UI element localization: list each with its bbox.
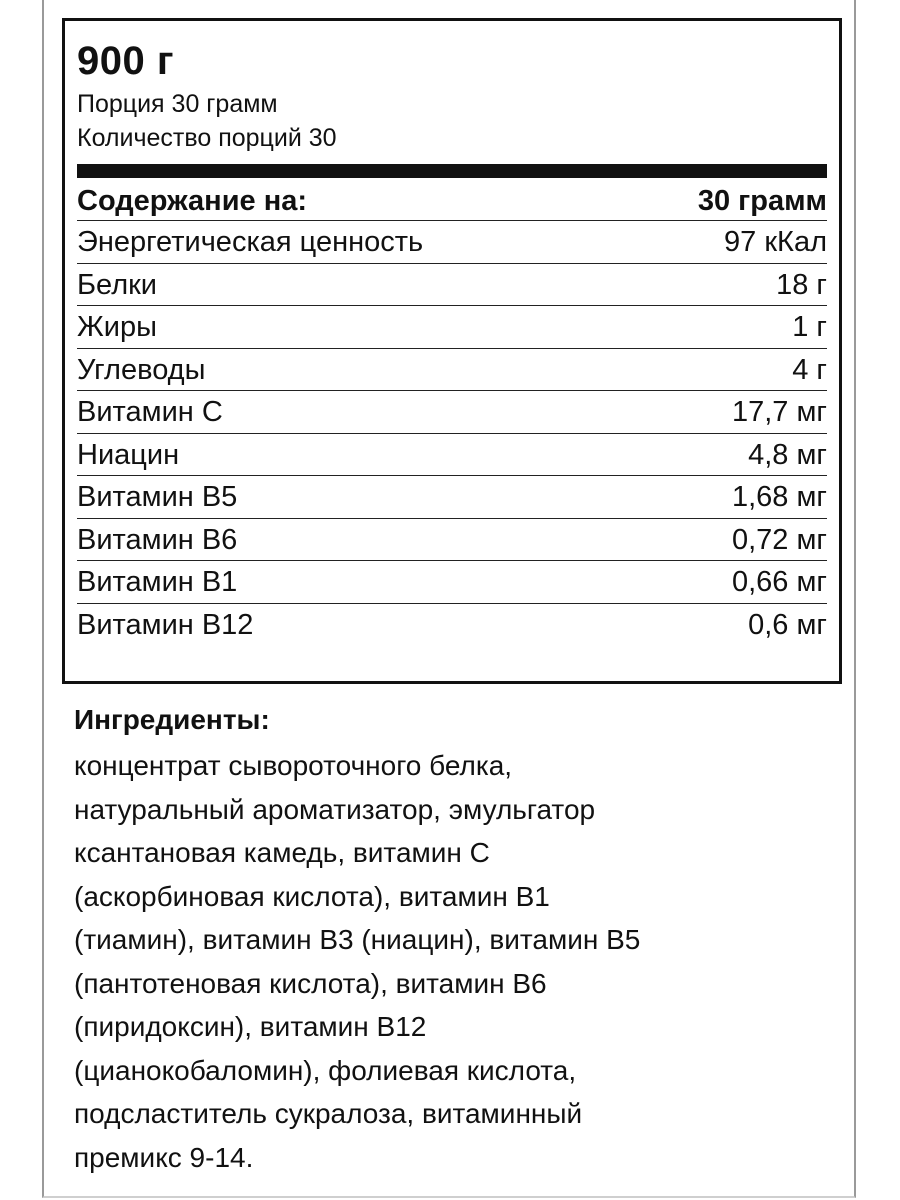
table-row	[77, 433, 827, 476]
ingredients-section	[74, 700, 834, 1179]
nutrient-value: 97 кКал	[724, 226, 827, 258]
table-row	[77, 220, 827, 263]
nutrient-label: Витамин В5	[77, 481, 238, 513]
servings-count: Количество порций 30	[77, 124, 337, 152]
nutrient-label: Белки	[77, 268, 158, 301]
table-row	[77, 560, 827, 603]
nutrient-value: 4 г	[792, 353, 827, 386]
serving-size: Порция 30 грамм	[77, 90, 278, 118]
nutrient-value: 17,7 мг	[731, 396, 827, 428]
nutrient-label: Витамин С	[77, 396, 223, 428]
ingredients-line: натуральный ароматизатор, эмульгатор	[74, 793, 596, 825]
nutrient-value: 1,68 мг	[731, 481, 827, 513]
nutrient-label: Витамин В6	[77, 523, 238, 556]
table-row	[77, 518, 827, 561]
nutrient-value: 0,66 мг	[731, 566, 827, 598]
ingredients-line: (пантотеновая кислота), витамин В6	[74, 967, 547, 999]
table-row	[77, 263, 827, 306]
nutrient-label: Жиры	[77, 311, 157, 343]
ingredients-title: Ингредиенты:	[74, 704, 270, 735]
ingredients-line: (цианокобаломин), фолиевая кислота,	[74, 1054, 577, 1086]
thick-divider	[77, 164, 827, 178]
nutrient-value: 18 г	[776, 268, 827, 301]
table-row	[77, 390, 827, 433]
nutrient-label: Ниацин	[77, 438, 180, 471]
nutrient-label: Витамин В1	[77, 566, 238, 598]
table-header-row	[77, 182, 827, 220]
ingredients-line: концентрат сывороточного белка,	[74, 750, 513, 781]
nutrient-label: Витамин В12	[77, 608, 254, 641]
ingredients-line: (пиридоксин), витамин В12	[74, 1011, 427, 1042]
table-header-value: 30 грамм	[697, 185, 827, 217]
table-row	[77, 603, 827, 646]
table-row	[77, 305, 827, 348]
table-header-label: Содержание на:	[77, 185, 308, 217]
ingredients-line: премикс 9-14.	[74, 1141, 254, 1173]
net-weight: 900 г	[77, 39, 175, 83]
nutrient-value: 4,8 мг	[748, 438, 827, 471]
nutrient-value: 0,6 мг	[748, 608, 827, 641]
table-row	[77, 348, 827, 391]
ingredients-line: (тиамин), витамин В3 (ниацин), витамин В5	[74, 924, 641, 955]
nutrition-facts-panel	[62, 18, 842, 684]
nutrient-value: 1 г	[792, 311, 827, 343]
ingredients-line: подсластитель сукралоза, витаминный	[74, 1098, 583, 1129]
ingredients-line: (аскорбиновая кислота), витамин В1	[74, 880, 550, 912]
nutrient-label: Углеводы	[77, 353, 206, 386]
ingredients-line: ксантановая камедь, витамин С	[74, 837, 490, 868]
table-row	[77, 475, 827, 518]
nutrient-value: 0,72 мг	[731, 523, 827, 556]
nutrient-label: Энергетическая ценность	[77, 226, 424, 258]
